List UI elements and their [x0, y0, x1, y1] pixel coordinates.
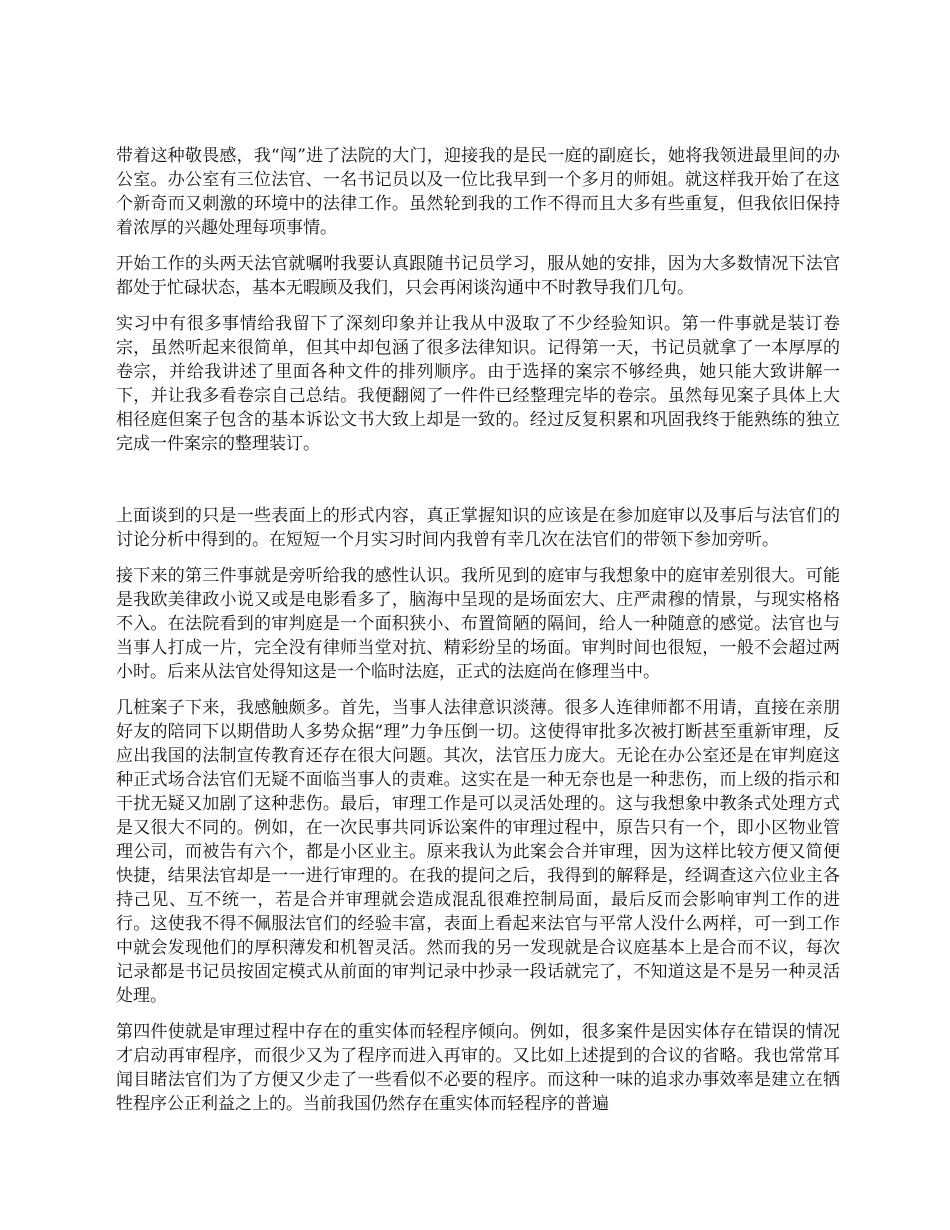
- paragraph-7: 第四件使就是审理过程中存在的重实体而轻程序倾向。例如，很多案件是因实体存在错误的情况才启动再审程序，而很少又为了程序而进入再审的。又比如上述提到的合议的省略。我也常常耳闻目睹法官们为了方便又少走了一些看似不必要的程序。而这种一味的追求办事效率是建立在牺牲程序公正利益之上的。当前我国仍然存在重实体而轻程序的普遍: [116, 1022, 840, 1114]
- paragraph-2: 开始工作的头两天法官就嘱咐我要认真跟随书记员学习，服从她的安排，因为大多数情况下法官都处于忙碌状态，基本无暇顾及我们，只会再闲谈沟通中不时教导我们几句。: [116, 254, 840, 298]
- paragraph-3: 实习中有很多事情给我留下了深刻印象并让我从中汲取了不少经验知识。第一件事就是装订卷宗，虽然听起来很简单，但其中却包涵了很多法律知识。记得第一天，书记员就拿了一本厚厚的卷宗，并给我讲述了里面各种文件的排列顺序。由于选择的案宗不够经典，她只能大致讲解一下，并让我多看卷宗自己总结。我便翻阅了一件件已经整理完毕的卷宗。虽然每见案子具体上大相径庭但案子包含的基本诉讼文书大致上却是一致的。经过反复积累和巩固我终于能熟练的独立完成一件案宗的整理装订。: [116, 314, 840, 454]
- paragraph-6: 几桩案子下来，我感触颇多。首先，当事人法律意识淡薄。很多人连律师都不用请，直接在亲朋好友的陪同下以期借助人多势众据“理”力争压倒一切。这使得审批多次被打断甚至重新审理，反应出我国的法制宣传教育还存在很大问题。其次，法官压力庞大。无论在办公室还是在审判庭这种正式场合法官们无疑不面临当事人的责难。这实在是一种无奈也是一种悲伤，而上级的指示和干扰无疑又加剧了这种悲伤。最后，审理工作是可以灵活处理的。这与我想象中教条式处理方式是又很大不同的。例如，在一次民事共同诉讼案件的审理过程中，原告只有一个，即小区物业管理公司，而被告有六个，都是小区业主。原来我认为此案会合并审理，因为这样比较方便又简便快捷，结果法官却是一一进行审理的。在我的提问之后，我得到的解释是，经调查这六位业主各持己见、互不统一，若是合并审理就会造成混乱很难控制局面，最后反而会影响审判工作的进行。这使我不得不佩服法官们的经验丰富，表面上看起来法官与平常人没什么两样，可一到工作中就会发现他们的厚积薄发和机智灵活。然而我的另一发现就是合议庭基本上是合而不议，每次记录都是书记员按固定模式从前面的审判记录中抄录一段话就完了，不知道这是不是另一种灵活处理。: [116, 698, 840, 1006]
- document-body: [116, 144, 840, 1128]
- paragraph-1: 带着这种敬畏感，我“闯”进了法院的大门，迎接我的是民一庭的副庭长，她将我领进最里间的办公室。办公室有三位法官、一名书记员以及一位比我早到一个多月的师姐。就这样我开始了在这个新奇而又刺激的环境中的法律工作。虽然轮到我的工作不得而且大多有些重复，但我依旧保持着浓厚的兴趣处理每项事情。: [116, 146, 840, 238]
- section-gap: [116, 468, 840, 504]
- paragraph-5: 接下来的第三件事就是旁听给我的感性认识。我所见到的庭审与我想象中的庭审差别很大。可能是我欧美律政小说又或是电影看多了，脑海中呈现的是场面宏大、庄严肃穆的情景，与现实格格不入。在法院看到的审判庭是一个面积狭小、布置简陋的隔间，给人一种随意的感觉。法官也与当事人打成一片，完全没有律师当堂对抗、精彩纷呈的场面。审判时间也很短，一般不会超过两小时。后来从法官处得知这是一个临时法庭，正式的法庭尚在修理当中。: [116, 566, 840, 682]
- paragraph-4: 上面谈到的只是一些表面上的形式内容，真正掌握知识的应该是在参加庭审以及事后与法官们的讨论分析中得到的。在短短一个月实习时间内我曾有幸几次在法官们的带领下参加旁听。: [116, 506, 840, 550]
